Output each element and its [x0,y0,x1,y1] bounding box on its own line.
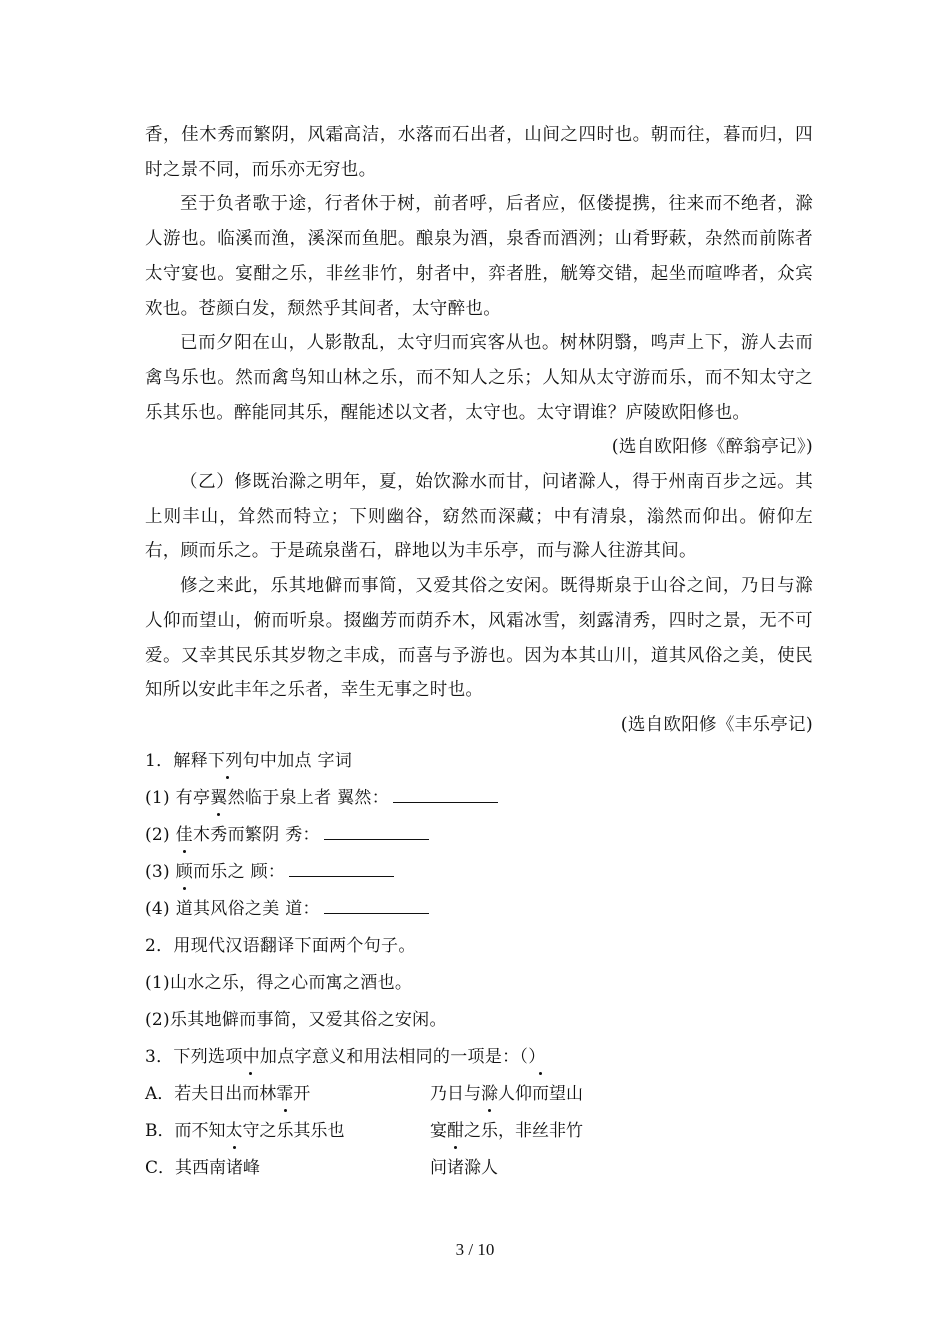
source-citation: (选自欧阳修《丰乐亭记) [620,714,813,735]
dotted-word: 诸 [226,1150,243,1187]
item-text: (2) 佳木 [145,824,211,845]
item-text: (4) [145,898,176,919]
page-number: 3 / 10 [455,1240,495,1259]
option-text: A．若夫日出 [145,1083,243,1104]
dotted-word: 乐 [481,1113,498,1150]
answer-blank[interactable] [324,899,429,914]
option-left [145,1113,430,1150]
option-right [430,1150,498,1187]
passage-paragraph: 至于负者歌于途，行者休于树，前者呼，后者应，伛偻提携，往来而不绝者，滁人游也。临溪而渔，溪深而鱼肥。酿泉为酒，泉香而酒洌；山肴野蔌，杂然而前陈者太守宴也。宴酣之乐，非丝非竹，射者中，弈者胜，觥筹交错，起坐而喧哗者，众宾欢也。苍颜白发，颓然乎其间者，太守醉也。 [145,194,813,319]
option-text: 宴酣之 [430,1120,481,1141]
question-2-item-1: (1)山水之乐，得之心而寓之酒也。 [145,972,413,993]
question-1-title: 1．解释下列句中加点 字词 [145,750,353,771]
option-text: 望山 [549,1083,583,1104]
option-text: C．其西南 [145,1157,227,1178]
option-c[interactable] [145,1150,813,1187]
option-text: 其乐也 [293,1120,345,1141]
question-1-item-4 [145,891,813,928]
option-text: 乃日与滁人仰 [430,1083,532,1104]
passage-paragraph: 香，佳木秀而繁阴，风霜高洁，水落而石出者，山间之四时也。朝而往，暮而归，四时之景不同，而乐亦无穷也。 [145,125,813,180]
option-left [145,1076,430,1113]
option-text: 滁人 [464,1157,498,1178]
answer-blank[interactable] [393,788,498,803]
dotted-word: 道 [176,891,193,928]
item-text: 而繁阴 秀： [227,824,320,845]
option-text: B．而不知太守之 [145,1120,277,1141]
question-2-item-2: (2)乐其地僻而事简，又爱其俗之安闲。 [145,1009,447,1030]
dotted-word: 乐 [277,1113,294,1150]
option-right [430,1113,583,1150]
answer-blank[interactable] [324,825,429,840]
dotted-word: 翼然 [210,780,245,817]
option-b[interactable] [145,1113,813,1150]
dotted-word: 秀 [210,817,227,854]
dotted-word: 而 [532,1076,549,1113]
source-citation: (选自欧阳修《醉翁亭记》) [611,437,813,458]
question-3-title: 3．下列选项中加点字意义和用法相同的一项是：（） [145,1046,546,1067]
dotted-word: 顾 [176,854,193,891]
option-text: 林霏开 [259,1083,311,1104]
passage-paragraph: 已而夕阳在山，人影散乱，太守归而宾客从也。树林阴翳，鸣声上下，游人去而禽鸟乐也。然而禽鸟知山林之乐，而不知人之乐；人知从太守游而乐，而不知太守之乐其乐也。醉能同其乐，醒能述以文者，太守也。太守谓谁？庐陵欧阳修也。 [145,333,813,423]
answer-blank[interactable] [289,862,394,877]
question-2-title: 2．用现代汉语翻译下面两个句子。 [145,935,416,956]
option-a[interactable] [145,1076,813,1113]
option-text: ，非丝非竹 [498,1120,583,1141]
item-text: 而乐之 顾： [193,861,286,882]
document-body [145,118,813,1187]
question-1-item-3 [145,854,813,891]
item-text: (1) 有亭 [145,787,211,808]
option-text: 问 [430,1157,447,1178]
option-right [430,1076,583,1113]
item-text: 临于泉上者 翼然： [244,787,390,808]
dotted-word: 而 [242,1076,259,1113]
passage-paragraph: （乙）修既治滁之明年，夏，始饮滁水而甘，问诸滁人，得于州南百步之远。其上则丰山，耸然而特立；下则幽谷，窈然而深藏；中有清泉，滃然而仰出。俯仰左右，顾而乐之。于是疏泉凿石，辟地以为丰乐亭，而与滁人往游其间。 [145,472,813,562]
option-left [145,1150,430,1187]
item-text: (3) [145,861,176,882]
passage-paragraph: 修之来此，乐其地僻而事简，又爱其俗之安闲。既得斯泉于山谷之间，乃日与滁人仰而望山，俯而听泉。掇幽芳而荫乔木，风霜冰雪，刻露清秀，四时之景，无不可爱。又幸其民乐其岁物之丰成，而喜与予游也。因为本其山川，道其风俗之美，使民知所以安此丰年之乐者，幸生无事之时也。 [145,576,813,701]
item-text: 其风俗之美 道： [193,898,320,919]
question-1-item-1 [145,780,813,817]
option-text: 峰 [243,1157,261,1178]
dotted-word: 诸 [447,1150,464,1187]
question-1-item-2 [145,817,813,854]
